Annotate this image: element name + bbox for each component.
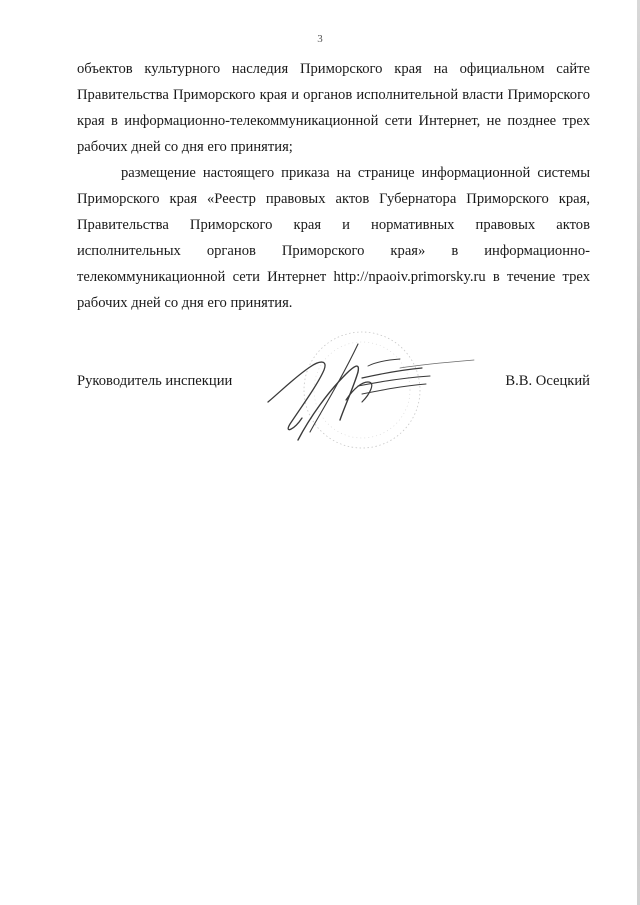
document-body (77, 56, 590, 316)
paragraph-continuation: объектов культурного наследия Приморского края на официальном сайте Правительства Приморского края и органов исполнительной власти Приморского края в информационно-телекоммуникационной сети Интернет, не позднее трех рабочих дней со дня его принятия; (77, 61, 590, 155)
handwritten-signature (250, 322, 480, 452)
signatory-name: В.В. Осецкий (505, 373, 590, 389)
signatory-position: Руководитель инспекции (77, 373, 233, 389)
paragraph-publication: размещение настоящего приказа на странице информационной системы Приморского края «Реестр правовых актов Губернатора Приморского края, Правительства Приморского края и нормативных правовых актов исполнительных органов Приморского края» в информационно-телекоммуникационной сети Интернет http://npaoiv.primorsky.ru в течение трех рабочих дней со дня его принятия. (77, 165, 590, 311)
page-number: 3 (317, 33, 323, 45)
